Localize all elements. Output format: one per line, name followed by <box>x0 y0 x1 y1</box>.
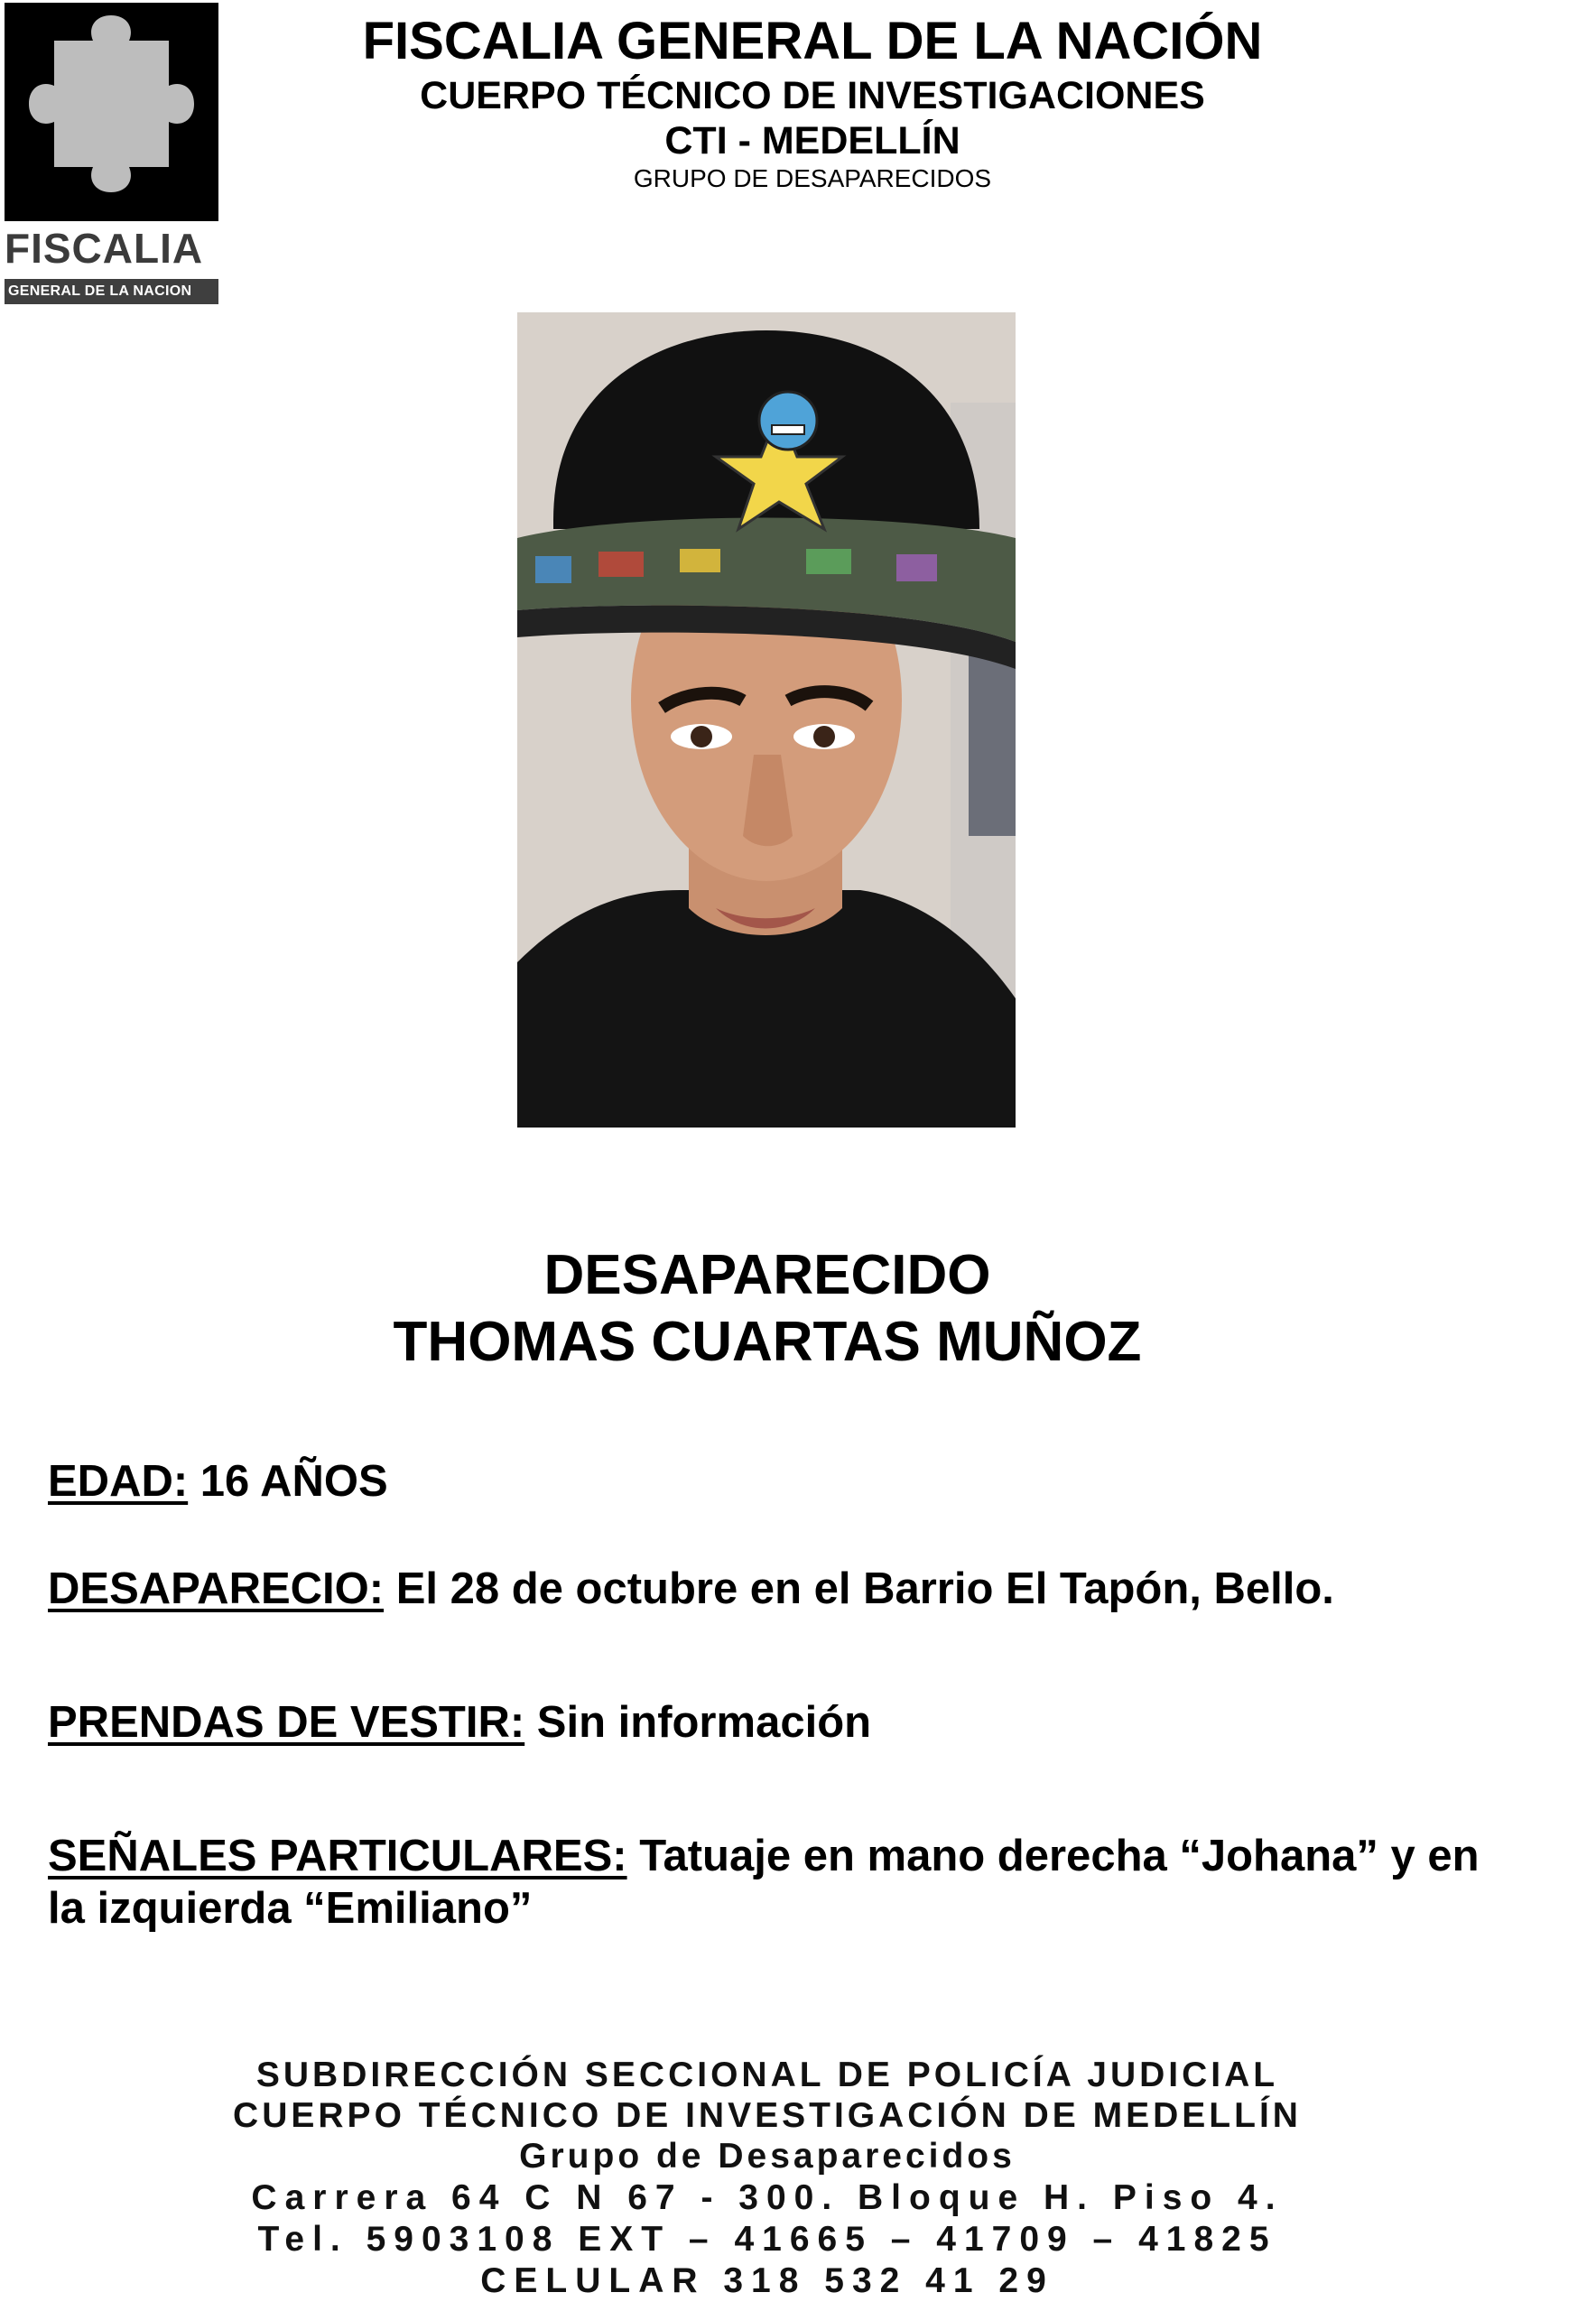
status-heading: DESAPARECIDO <box>543 1244 991 1306</box>
footer-phone: Tel. 5903108 EXT – 41665 – 41709 – 41825 <box>257 2220 1277 2259</box>
header-title: FISCALIA GENERAL DE LA NACIÓN <box>362 12 1263 70</box>
field-prendas <box>48 1696 1528 1749</box>
edad-label: EDAD: <box>48 1457 189 1506</box>
prendas-value: Sin información <box>524 1698 872 1747</box>
puzzle-piece-icon <box>5 3 218 221</box>
footer-subdireccion: SUBDIRECCIÓN SECCIONAL DE POLICÍA JUDICIAL <box>255 2056 1279 2094</box>
footer-cuerpo-tecnico: CUERPO TÉCNICO DE INVESTIGACIÓN DE MEDELLÍN <box>233 2096 1302 2135</box>
senales-value: Tatuaje en mano derecha “Johana” y en la izquierda “Emiliano” <box>48 1832 1480 1933</box>
footer-cellphone: CELULAR 318 532 41 29 <box>480 2261 1054 2300</box>
header-group: GRUPO DE DESAPARECIDOS <box>633 164 992 192</box>
person-name: THOMAS CUARTAS MUÑOZ <box>393 1311 1142 1373</box>
edad-value: 16 AÑOS <box>188 1457 388 1506</box>
footer-grupo: Grupo de Desaparecidos <box>519 2137 1016 2176</box>
senales-label: SEÑALES PARTICULARES: <box>48 1832 627 1880</box>
desaparecio-value: El 28 de octubre en el Barrio El Tapón, Bello. <box>384 1564 1334 1613</box>
field-senales <box>48 1830 1528 1935</box>
prendas-label: PRENDAS DE VESTIR: <box>48 1698 525 1747</box>
footer-address: Carrera 64 C N 67 - 300. Bloque H. Piso 4. <box>251 2178 1284 2217</box>
field-edad <box>48 1455 1528 1508</box>
desaparecio-label: DESAPARECIO: <box>48 1564 385 1613</box>
header-subtitle: CUERPO TÉCNICO DE INVESTIGACIONES <box>420 74 1205 117</box>
logo-subtitle: GENERAL DE LA NACION <box>5 279 218 304</box>
fiscalia-logo <box>5 3 218 304</box>
field-desaparecio <box>48 1563 1528 1615</box>
missing-person-photo <box>517 312 1016 1128</box>
header-location: CTI - MEDELLÍN <box>664 119 960 162</box>
logo-wordmark: FISCALIA <box>5 225 204 272</box>
